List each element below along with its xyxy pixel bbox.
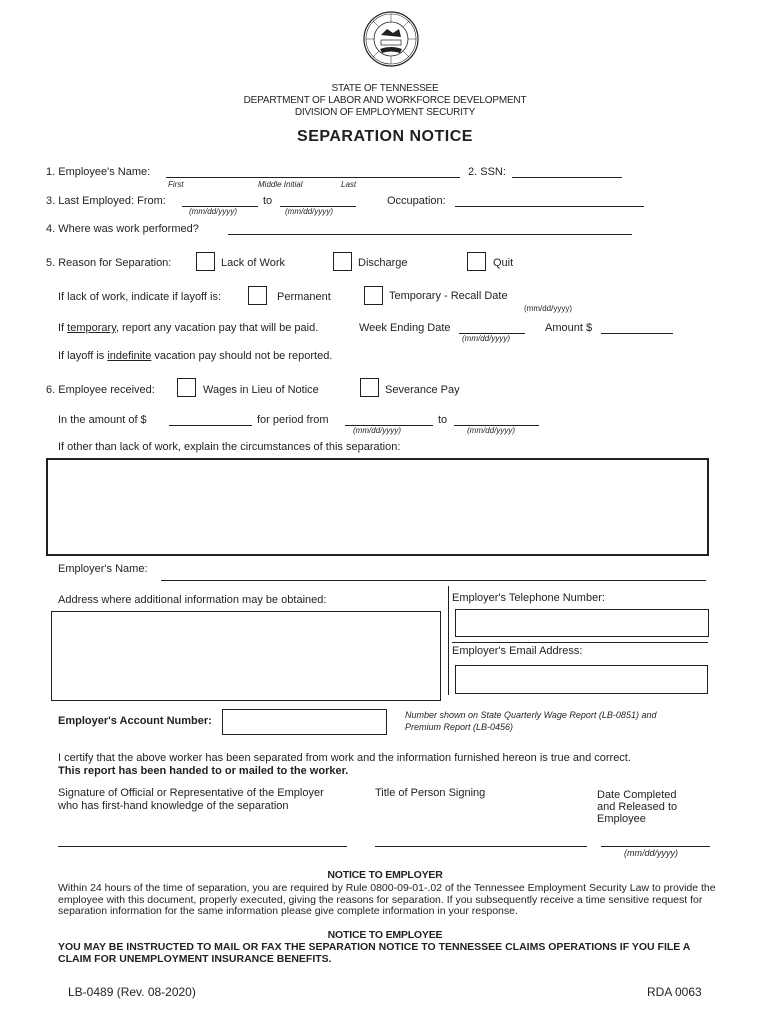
middle-initial-sublabel: Middle Initial: [258, 180, 303, 189]
date-format-hint: (mm/dd/yyyy): [353, 426, 401, 435]
handed-statement: This report has been handed to or mailed to the worker.: [58, 765, 349, 777]
text-fragment: vacation pay should not be reported.: [151, 350, 333, 362]
last-sublabel: Last: [341, 180, 357, 189]
occupation-field[interactable]: [455, 206, 644, 207]
discharge-checkbox[interactable]: [333, 252, 352, 271]
account-note-line2: Premium Report (LB-0456): [405, 722, 514, 732]
account-note-line1: Number shown on State Quarterly Wage Report (LB-0851) and: [405, 710, 657, 720]
permanent-label: Permanent: [277, 291, 331, 303]
employee-name-field[interactable]: [166, 177, 460, 178]
permanent-checkbox[interactable]: [248, 286, 267, 305]
severance-checkbox[interactable]: [360, 378, 379, 397]
text-fragment: If: [58, 322, 68, 334]
indefinite-underlined: indefinite: [107, 350, 152, 362]
explanation-textarea[interactable]: [46, 458, 709, 556]
date-completed-label3: Employee: [597, 813, 646, 825]
page-title: SEPARATION NOTICE: [297, 128, 473, 145]
employee-received-label: 6. Employee received:: [46, 384, 155, 396]
employee-name-label: 1. Employee's Name:: [46, 166, 151, 178]
temporary-vacation-text: [58, 322, 318, 334]
notice-employee-heading: NOTICE TO EMPLOYEE: [327, 929, 443, 941]
quit-checkbox[interactable]: [467, 252, 486, 271]
title-signing-label: Title of Person Signing: [375, 787, 486, 799]
explain-label: If other than lack of work, explain the circumstances of this separation:: [58, 441, 401, 453]
vertical-divider: [448, 586, 449, 695]
date-format-hint: (mm/dd/yyyy): [462, 334, 510, 343]
account-number-input[interactable]: [222, 709, 387, 735]
date-format-hint: (mm/dd/yyyy): [285, 207, 333, 216]
date-format-hint: (mm/dd/yyyy): [189, 207, 237, 216]
first-sublabel: First: [168, 180, 184, 189]
amount-field[interactable]: [601, 333, 673, 334]
state-heading: STATE OF TENNESSEE: [331, 83, 439, 94]
notice-employer-body: Within 24 hours of the time of separation, you are required by Rule 0800-09-01-.02 of the Tennessee Employment Security Law to provide the employee with this document, properly executed, giving the reasons for separation. If you subsequently receive a time sensitive request for separation information for the same information please give complete information in your response.: [58, 882, 716, 917]
signature-label-line1: Signature of Official or Representative of the Employer: [58, 787, 324, 799]
notice-employee-body: YOU MAY BE INSTRUCTED TO MAIL OR FAX THE SEPARATION NOTICE TO TENNESSEE CLAIMS OPERATIONS IF YOU FILE A CLAIM FOR UNEMPLOYMENT INSURANCE BENEFITS.: [58, 941, 691, 965]
form-number: LB-0489 (Rev. 08-2020): [68, 985, 196, 999]
received-amount-field[interactable]: [169, 425, 252, 426]
text-fragment: , report any vacation pay that will be paid.: [115, 322, 319, 334]
for-period-label: for period from: [257, 414, 329, 426]
temporary-underlined: temporary: [67, 322, 116, 334]
indefinite-layoff-text: [58, 350, 332, 362]
rda-number: RDA 0063: [647, 985, 702, 999]
work-location-label: 4. Where was work performed?: [46, 223, 199, 235]
title-field[interactable]: [375, 846, 587, 847]
wages-in-lieu-label: Wages in Lieu of Notice: [203, 384, 319, 396]
signature-field[interactable]: [58, 846, 347, 847]
amount-label: Amount $: [545, 322, 593, 334]
email-input[interactable]: [455, 665, 708, 694]
department-heading: DEPARTMENT OF LABOR AND WORKFORCE DEVELOPMENT: [243, 95, 527, 106]
ssn-field[interactable]: [512, 177, 622, 178]
work-location-field[interactable]: [228, 234, 632, 235]
account-number-label: Employer's Account Number:: [58, 715, 212, 727]
employer-name-field[interactable]: [161, 580, 706, 581]
discharge-label: Discharge: [358, 257, 408, 269]
telephone-input[interactable]: [455, 609, 709, 637]
division-heading: DIVISION OF EMPLOYMENT SECURITY: [294, 107, 476, 118]
signature-label-line2: who has first-hand knowledge of the separation: [58, 800, 289, 812]
date-completed-label2: and Released to: [597, 801, 678, 813]
state-seal-logo: [363, 11, 419, 67]
employer-name-label: Employer's Name:: [58, 563, 148, 575]
date-format-hint: (mm/dd/yyyy): [524, 304, 572, 313]
temporary-recall-label: Temporary - Recall Date: [389, 290, 508, 302]
telephone-divider: [452, 642, 708, 643]
severance-label: Severance Pay: [385, 384, 460, 396]
date-completed-field[interactable]: [601, 846, 710, 847]
address-textarea[interactable]: [51, 611, 441, 701]
reason-label: 5. Reason for Separation:: [46, 257, 172, 269]
wages-in-lieu-checkbox[interactable]: [177, 378, 196, 397]
telephone-label: Employer's Telephone Number:: [452, 592, 605, 604]
email-label: Employer's Email Address:: [452, 645, 583, 657]
address-label: Address where additional information may be obtained:: [58, 594, 327, 606]
date-format-hint: (mm/dd/yyyy): [624, 848, 678, 858]
quit-label: Quit: [493, 257, 514, 269]
occupation-label: Occupation:: [387, 195, 446, 207]
to-label: to: [263, 195, 273, 207]
text-fragment: If layoff is: [58, 350, 108, 362]
amount-of-label: In the amount of $: [58, 414, 147, 426]
lack-of-work-label: Lack of Work: [221, 257, 285, 269]
certify-statement: I certify that the above worker has been separated from work and the information furnished hereon is true and correct.: [58, 752, 631, 764]
temporary-checkbox[interactable]: [364, 286, 383, 305]
date-format-hint: (mm/dd/yyyy): [467, 426, 515, 435]
week-ending-label: Week Ending Date: [359, 322, 451, 334]
notice-employer-heading: NOTICE TO EMPLOYER: [327, 869, 443, 881]
last-employed-label: 3. Last Employed: From:: [46, 195, 166, 207]
lack-of-work-checkbox[interactable]: [196, 252, 215, 271]
layoff-type-label: If lack of work, indicate if layoff is:: [58, 291, 222, 303]
period-to-label: to: [438, 414, 448, 426]
ssn-label: 2. SSN:: [468, 166, 506, 178]
date-completed-label1: Date Completed: [597, 789, 677, 801]
